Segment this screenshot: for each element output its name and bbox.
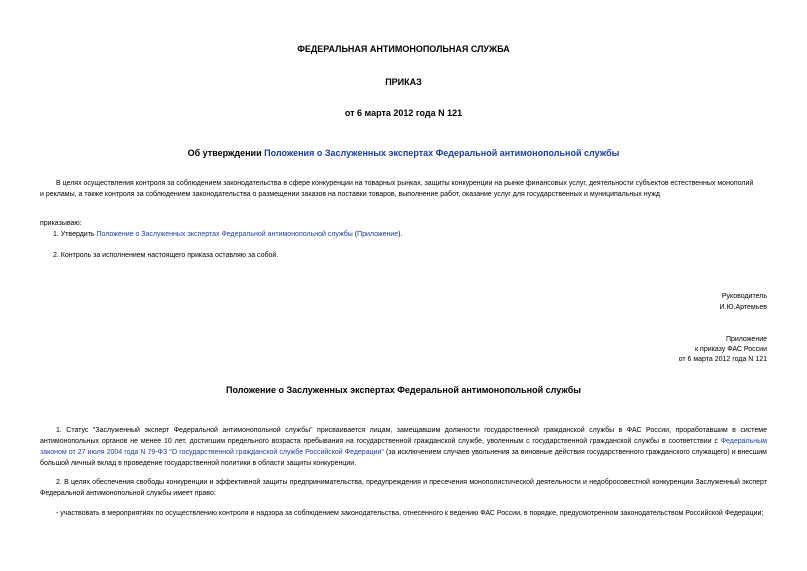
signature-name: И.Ю.Артемьев xyxy=(719,304,767,311)
order-item-1 xyxy=(53,230,402,239)
title-prefix: Об утверждении xyxy=(187,148,265,158)
title-regulation-link[interactable]: Положения о Заслуженных экспертах Федеральной антимонопольной службы xyxy=(264,148,620,158)
appendix-note-3: от 6 марта 2012 года N 121 xyxy=(678,356,767,363)
appendix-note-1: Приложение xyxy=(725,336,767,343)
order-regulation-link[interactable]: Положение о Заслуженных экспертах Федеральной антимонопольной службы xyxy=(96,231,353,238)
document-date-number: от 6 марта 2012 года N 121 xyxy=(344,108,463,118)
preamble-line-1: В целях осуществления контроля за соблюдением законодательства в сфере конкуренции на товарных рынках, защиты конкуренции на рынке финансовых услуг, деятельности субъектов естественных монополий xyxy=(56,180,754,187)
regulation-paragraph-3: - участвовать в мероприятиях по осуществлению контроля и надзора за соблюдением законодательства, отнесенного к ведению ФАС России, в порядке, предусмотренном законодательством Российской Федерации; xyxy=(56,510,764,517)
regulation-title: Положение о Заслуженных экспертах Федеральной антимонопольной службы xyxy=(225,385,581,395)
order-item-1-mid: ( xyxy=(352,231,358,238)
regulation-p1-text-b: (за исключением случаев увольнения за виновные действия государственного гражданского служащего) и внесшим большой личный вклад в проведение государственной политики в области защиты конкуренции. xyxy=(40,449,767,467)
document-type: ПРИКАЗ xyxy=(385,77,422,87)
document-title xyxy=(0,148,807,158)
agency-name: ФЕДЕРАЛЬНАЯ АНТИМОНОПОЛЬНАЯ СЛУЖБА xyxy=(297,44,510,54)
order-item-1-prefix: 1. Утвердить xyxy=(53,231,97,238)
preamble-line-2: и рекламы, а также контроля за соблюдением законодательства о размещении заказов на поставки товаров, выполнение работ, оказание услуг для государственных и муниципальных нужд xyxy=(40,191,660,198)
order-item-1-suffix: ). xyxy=(398,231,403,238)
regulation-paragraph-2: 2. В целях обеспечения свободы конкуренции и эффективной защиты предпринимательства, предупреждения и пресечения монополистической деятельности и недобросовестной конкуренции Заслуженный эксперт Федеральной антимонопольной службы имеет право: xyxy=(40,479,767,497)
regulation-paragraph-1 xyxy=(40,425,767,469)
order-word: приказываю: xyxy=(40,220,82,227)
appendix-note-2: к приказу ФАС России xyxy=(695,346,767,353)
federal-law-link[interactable]: Федеральным законом от 27 июля 2004 года N 79-ФЗ "О государственной гражданской службе Российской Федерации" xyxy=(40,438,767,456)
order-item-2: 2. Контроль за исполнением настоящего приказа оставляю за собой. xyxy=(53,252,279,259)
signature-position: Руководитель xyxy=(721,293,767,300)
order-appendix-link[interactable]: Приложение xyxy=(357,231,399,238)
regulation-p1-text-a: 1. Статус "Заслуженный эксперт Федеральной антимонопольной службы" присваивается лицам, замещавшим должности государственной гражданской службы в ФАС России, проработавшим в системе антимонопольных органов не менее 10 лет, достигшим предельного возраста пребывания на государственной гражданской службе, уволенным с государственной гражданской службы в соответствии с xyxy=(40,427,767,445)
